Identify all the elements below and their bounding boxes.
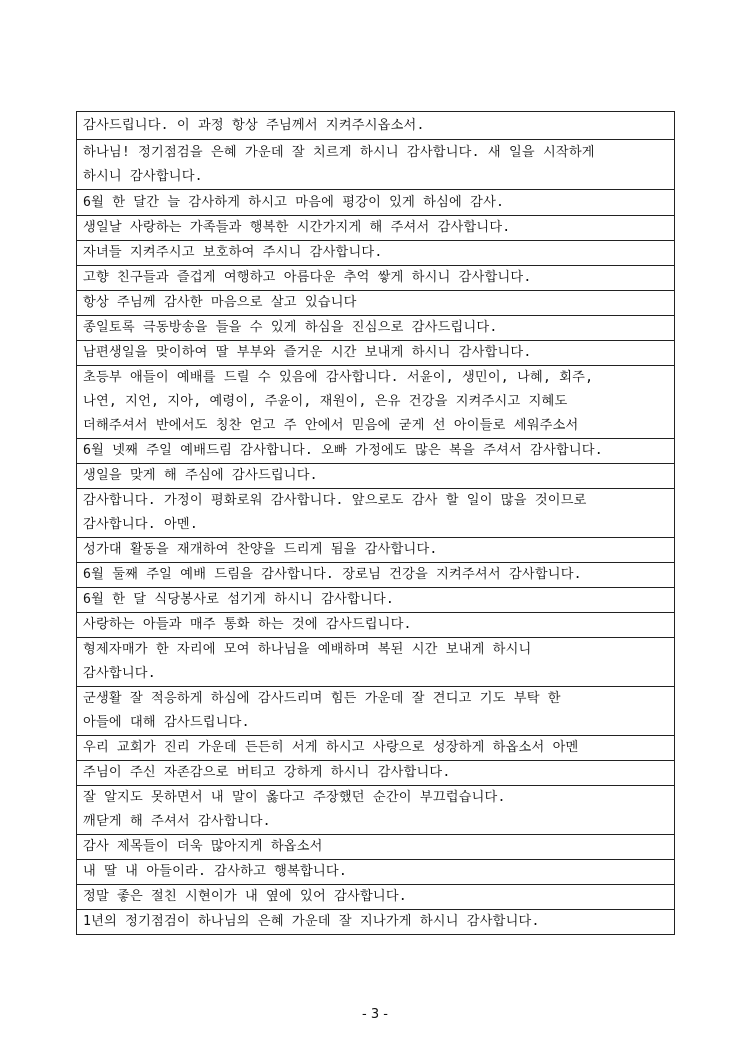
- table-cell: [77, 613, 675, 638]
- entry-line: 남편생일을 맞이하여 딸 부부와 즐거운 시간 보내게 하시니 감사합니다.: [83, 345, 532, 360]
- entry-line: 더해주셔서 반에서도 칭찬 얻고 주 안에서 믿음에 굳게 선 아이들로 세워주소서: [83, 418, 579, 433]
- entry-line: 감사드립니다. 이 과정 항상 주님께서 지켜주시옵소서.: [83, 117, 425, 133]
- gratitude-table-body: [77, 112, 675, 935]
- table-row: [77, 588, 675, 613]
- table-cell: [77, 316, 675, 341]
- table-row: [77, 736, 675, 761]
- table-cell: [77, 786, 675, 835]
- entry-line: 아들에 대해 감사드립니다.: [83, 715, 250, 730]
- table-cell: [77, 112, 675, 140]
- entry-line: 감사합니다.: [83, 666, 156, 681]
- table-row: [77, 563, 675, 588]
- entry-line: 6월 한 달간 늘 감사하게 하시고 마음에 평강이 있게 하심에 감사.: [83, 194, 505, 210]
- table-row: [77, 489, 675, 538]
- entry-line: 우리 교회가 진리 가운데 든든히 서게 하시고 사랑으로 성장하게 하옵소서 아멘: [83, 740, 579, 755]
- table-cell: [77, 266, 675, 291]
- table-cell: [77, 366, 675, 439]
- table-cell: [77, 439, 675, 464]
- entry-line: 항상 주님께 감사한 마음으로 살고 있습니다: [83, 295, 357, 310]
- table-row: [77, 140, 675, 190]
- table-cell: [77, 736, 675, 761]
- table-row: [77, 316, 675, 341]
- entry-line: 6월 한 달 식당봉사로 섬기게 하시니 감사합니다.: [83, 592, 394, 607]
- table-row: [77, 190, 675, 216]
- entry-line: 자녀들 지켜주시고 보호하여 주시니 감사합니다.: [83, 245, 383, 260]
- table-row: [77, 538, 675, 563]
- table-row: [77, 885, 675, 910]
- table-row: [77, 910, 675, 935]
- table-cell: [77, 341, 675, 366]
- table-cell: [77, 761, 675, 786]
- entry-line: 생일을 맞게 해 주심에 감사드립니다.: [83, 468, 318, 483]
- table-cell: [77, 687, 675, 736]
- entry-line: 성가대 활동을 재개하여 찬양을 드리게 됨을 감사합니다.: [83, 542, 438, 557]
- table-row: [77, 464, 675, 489]
- table-row: [77, 439, 675, 464]
- table-cell: [77, 835, 675, 860]
- entry-line: 군생활 잘 적응하게 하심에 감사드리며 힘든 가운데 잘 견디고 기도 부탁 한: [83, 691, 561, 706]
- entry-line: 깨닫게 해 주셔서 감사합니다.: [83, 814, 271, 829]
- entry-line: 6월 넷째 주일 예배드림 감사합니다. 오빠 가정에도 많은 복을 주셔서 감사합니다.: [83, 443, 603, 458]
- table-row: [77, 786, 675, 835]
- table-cell: [77, 241, 675, 266]
- entry-line: 정말 좋은 절친 시현이가 내 옆에 있어 감사합니다.: [83, 889, 407, 904]
- entry-line: 주님이 주신 자존감으로 버티고 강하게 하시니 감사합니다.: [83, 765, 451, 780]
- entry-line: 감사합니다. 가정이 평화로워 감사합니다. 앞으로도 감사 할 일이 많을 것이므로: [83, 493, 587, 508]
- table-cell: [77, 489, 675, 538]
- entry-line: 종일토록 극동방송을 들을 수 있게 하심을 진심으로 감사드립니다.: [83, 320, 498, 335]
- entry-line: 나연, 지언, 지아, 예령이, 주윤이, 재원이, 은유 건강을 지켜주시고 지혜도: [83, 394, 568, 409]
- entry-line: 사랑하는 아들과 매주 통화 하는 것에 감사드립니다.: [83, 617, 412, 632]
- gratitude-table: [76, 111, 675, 935]
- entry-line: 내 딸 내 아들이라. 감사하고 행복합니다.: [83, 864, 348, 879]
- table-cell: [77, 563, 675, 588]
- table-row: [77, 112, 675, 140]
- table-row: [77, 266, 675, 291]
- table-cell: [77, 910, 675, 935]
- table-row: [77, 216, 675, 241]
- table-cell: [77, 216, 675, 241]
- entry-line: 6월 둘째 주일 예배 드림을 감사합니다. 장로님 건강을 지켜주셔서 감사합니다.: [83, 567, 582, 582]
- entry-line: 감사 제목들이 더욱 많아지게 하옵소서: [83, 839, 323, 854]
- table-cell: [77, 860, 675, 885]
- table-row: [77, 687, 675, 736]
- table-cell: [77, 140, 675, 190]
- table-row: [77, 613, 675, 638]
- table-row: [77, 241, 675, 266]
- table-cell: [77, 291, 675, 316]
- entry-line: 하시니 감사합니다.: [83, 168, 203, 184]
- entry-line: 잘 알지도 못하면서 내 말이 옳다고 주장했던 순간이 부끄럽습니다.: [83, 790, 506, 805]
- table-row: [77, 860, 675, 885]
- table-row: [77, 366, 675, 439]
- table-row: [77, 291, 675, 316]
- entry-line: 하나님! 정기점검을 은혜 가운데 잘 치르게 하시니 감사합니다. 새 일을 시작하게: [83, 144, 595, 160]
- table-row: [77, 341, 675, 366]
- table-cell: [77, 885, 675, 910]
- entry-line: 감사합니다. 아멘.: [83, 517, 198, 532]
- table-row: [77, 761, 675, 786]
- page-number: - 3 -: [362, 1007, 388, 1022]
- entry-line: 형제자매가 한 자리에 모여 하나님을 예배하며 복된 시간 보내게 하시니: [83, 642, 532, 657]
- entry-line: 고향 친구들과 즐겁게 여행하고 아름다운 추억 쌓게 하시니 감사합니다.: [83, 270, 532, 285]
- table-cell: [77, 464, 675, 489]
- table-row: [77, 835, 675, 860]
- table-row: [77, 638, 675, 687]
- table-cell: [77, 588, 675, 613]
- entry-line: 1년의 정기점검이 하나님의 은혜 가운데 잘 지나가게 하시니 감사합니다.: [83, 914, 540, 929]
- entry-line: 초등부 애들이 예배를 드릴 수 있음에 감사합니다. 서윤이, 생민이, 나혜, 회주,: [83, 370, 594, 385]
- table-cell: [77, 190, 675, 216]
- table-cell: [77, 638, 675, 687]
- table-cell: [77, 538, 675, 563]
- entry-line: 생일날 사랑하는 가족들과 행복한 시간가지게 해 주셔서 감사합니다.: [83, 220, 511, 235]
